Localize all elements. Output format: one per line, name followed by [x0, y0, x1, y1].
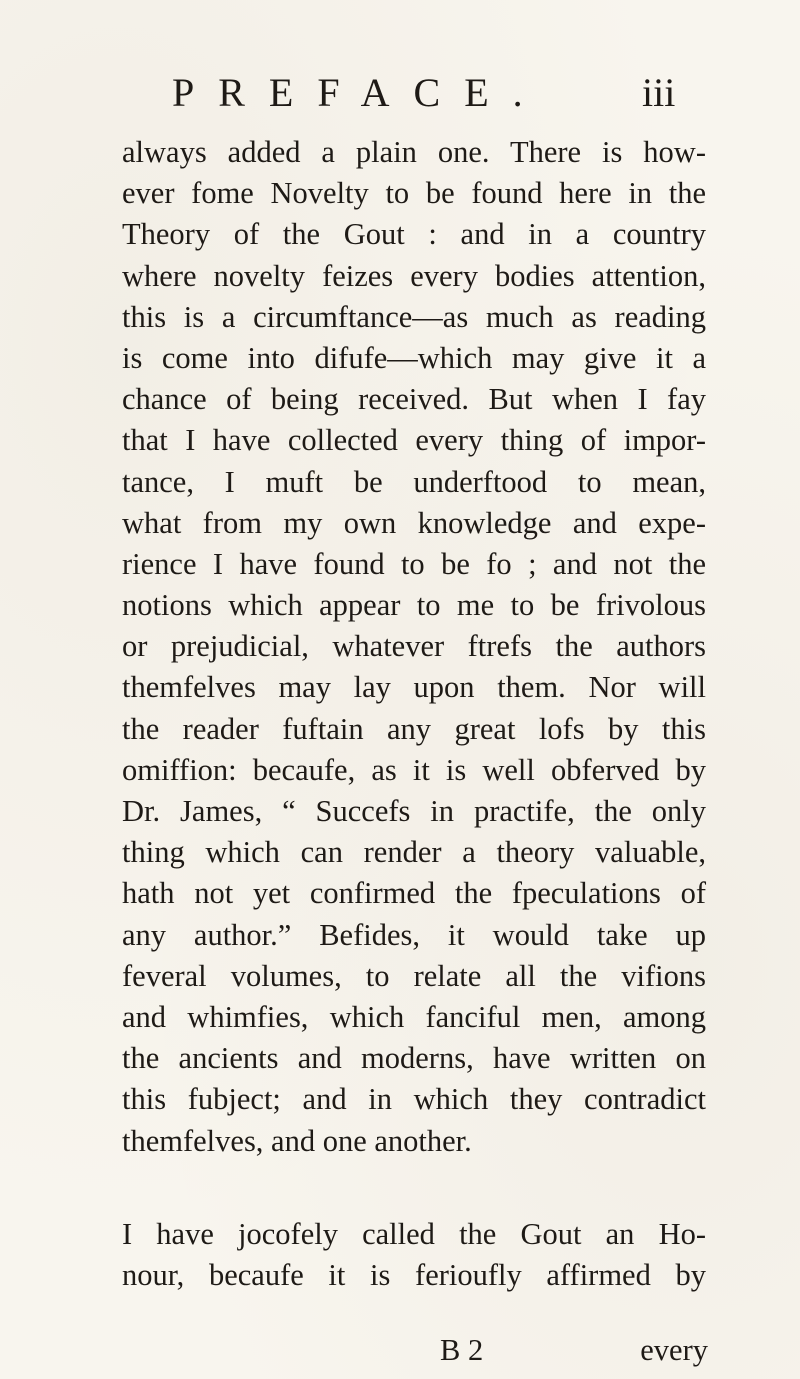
- page-footer: [440, 1330, 708, 1370]
- paragraph: [122, 1214, 706, 1296]
- body-text: [122, 132, 706, 1296]
- catchword: every: [640, 1333, 708, 1367]
- text-line: this is a circumftance—as much as reading: [122, 299, 706, 334]
- text-line: or prejudicial, whatever ftrefs the authors: [122, 629, 706, 664]
- text-line: and whimfies, which fanciful men, among: [122, 999, 706, 1034]
- signature-mark: B 2: [440, 1333, 484, 1367]
- text-line: themfelves, and one another.: [122, 1123, 472, 1158]
- text-line: any author.” Befides, it would take up: [122, 917, 706, 952]
- text-line: tance, I muft be underftood to mean,: [122, 464, 706, 499]
- text-line: hath not yet confirmed the fpeculations of: [122, 876, 706, 911]
- page-number: iii: [642, 70, 676, 115]
- text-line: nour, becaufe it is ferioufly affirmed by: [122, 1257, 706, 1292]
- paragraph: [122, 132, 706, 1162]
- text-line: rience I have found to be fo ; and not the: [122, 546, 706, 581]
- text-line: this fubject; and in which they contradict: [122, 1082, 706, 1117]
- text-line: the ancients and moderns, have written on: [122, 1041, 706, 1076]
- paragraph-gap: [122, 1162, 706, 1214]
- text-line: is come into difufe—which may give it a: [122, 340, 706, 375]
- text-line: thing which can render a theory valuable,: [122, 835, 706, 870]
- running-head-title: PREFACE.: [172, 70, 547, 115]
- text-line: ever fome Novelty to be found here in the: [122, 176, 706, 211]
- text-line: chance of being received. But when I fay: [122, 382, 706, 417]
- text-line: that I have collected every thing of impor-: [122, 423, 706, 458]
- text-line: Dr. James, “ Succefs in practife, the only: [122, 794, 706, 828]
- text-line: the reader fuftain any great lofs by this: [122, 711, 706, 746]
- text-line: themfelves may lay upon them. Nor will: [122, 670, 706, 705]
- text-line: feveral volumes, to relate all the vifions: [122, 958, 706, 993]
- text-line: omiffion: becaufe, as it is well obferved by: [122, 752, 706, 787]
- text-line: notions which appear to me to be frivolous: [122, 588, 706, 623]
- text-line: I have jocofely called the Gout an Ho-: [122, 1216, 706, 1251]
- text-line: where novelty feizes every bodies attention,: [122, 258, 706, 293]
- text-line: always added a plain one. There is how-: [122, 135, 706, 169]
- text-line: what from my own knowledge and expe-: [122, 505, 706, 540]
- running-head: [172, 68, 692, 118]
- text-line: Theory of the Gout : and in a country: [122, 217, 706, 252]
